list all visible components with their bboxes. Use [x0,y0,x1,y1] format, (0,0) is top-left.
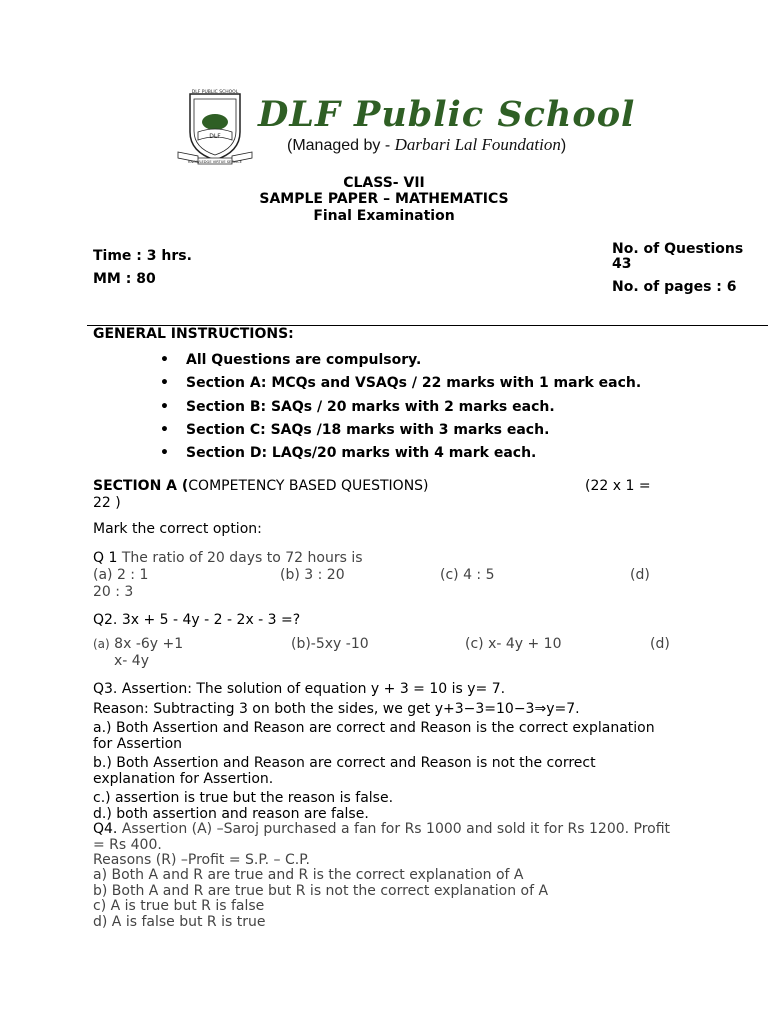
managed-prefix: (Managed by - [287,137,395,154]
q1-option-d-value: 20 : 3 [93,584,134,600]
q1-option-d: (d) [630,567,650,583]
q3-option-c: c.) assertion is true but the reason is false. [93,790,394,806]
q1-option-b: (b) 3 : 20 [280,567,345,583]
section-a-title: SECTION A (COMPETENCY BASED QUESTIONS) [93,478,429,494]
section-a-marks: (22 x 1 = [585,478,651,494]
q4-option-c: c) A is true but R is false [93,898,265,914]
q3-option-b-cont: explanation for Assertion. [93,771,274,787]
class-title: CLASS- VII [343,175,425,191]
q3-option-b: b.) Both Assertion and Reason are correct and Reason is not the correct [93,755,596,771]
instruction-item: • Section B: SAQs / 20 marks with 2 marks each. [160,399,555,415]
logo-center-text: DLF [209,133,221,140]
q2-option-d: (d) [650,636,670,652]
q3-option-a: a.) Both Assertion and Reason are correct and Reason is the correct explanation [93,720,655,736]
instruction-item: • Section A: MCQs and VSAQs / 22 marks with 1 mark each. [160,375,642,391]
exam-title: Final Examination [313,208,455,224]
pages-count-label: No. of pages : 6 [612,279,737,295]
instructions-heading: GENERAL INSTRUCTIONS: [93,326,294,342]
questions-count-value: 43 [612,256,632,272]
section-a-instruction: Mark the correct option: [93,521,262,537]
logo-bottom-text: KNOWLEDGE VIRTUE SERVICE [188,160,242,164]
q3-option-d: d.) both assertion and reason are false. [93,806,369,822]
q3-reason: Reason: Subtracting 3 on both the sides, we get y+3−3=10−3⇒y=7. [93,701,580,717]
q4-assertion-cont: = Rs 400. [93,837,162,853]
managed-by-line [287,135,566,155]
q4-reason: Reasons (R) –Profit = S.P. – C.P. [93,852,310,868]
q2-option-a: (a) 8x -6y +1 [93,636,184,652]
q4-assertion: Q4. Assertion (A) –Saroj purchased a fan for Rs 1000 and sold it for Rs 1200. Profit [93,821,671,837]
q4-option-a: a) Both A and R are true and R is the correct explanation of A [93,867,524,883]
q4-option-b: b) Both A and R are true but R is not the correct explanation of A [93,883,549,899]
school-name: DLF Public School [258,94,636,135]
q3-assertion: Q3. Assertion: The solution of equation y + 3 = 10 is y= 7. [93,681,506,697]
q1-option-a: (a) 2 : 1 [93,567,149,583]
section-a-marks-cont: 22 ) [93,495,121,511]
q1-option-c: (c) 4 : 5 [440,567,495,583]
q3-option-a-cont: for Assertion [93,736,183,752]
q4-option-d: d) A is false but R is true [93,914,266,930]
time-label: Time : 3 hrs. [93,248,192,264]
managed-suffix: ) [560,137,567,154]
q1-stem: Q 1 The ratio of 20 days to 72 hours is [93,550,363,566]
managed-org: Darbari Lal Foundation [394,135,561,154]
logo-top-text: DLF PUBLIC SCHOOL [191,90,239,95]
questions-count-label: No. of Questions [612,241,744,257]
q2-stem: Q2. 3x + 5 - 4y - 2 - 2x - 3 =? [93,612,301,628]
instruction-item: • Section C: SAQs /18 marks with 3 marks each. [160,422,550,438]
instruction-item: • All Questions are compulsory. [160,352,422,368]
instruction-item: • Section D: LAQs/20 marks with 4 mark each. [160,445,537,461]
q2-option-c: (c) x- 4y + 10 [465,636,562,652]
school-logo [176,86,254,166]
max-marks-label: MM : 80 [93,271,156,287]
q2-option-b: (b)-5xy -10 [291,636,369,652]
paper-title: SAMPLE PAPER – MATHEMATICS [259,191,509,207]
q2-option-d-value: x- 4y [114,653,149,669]
